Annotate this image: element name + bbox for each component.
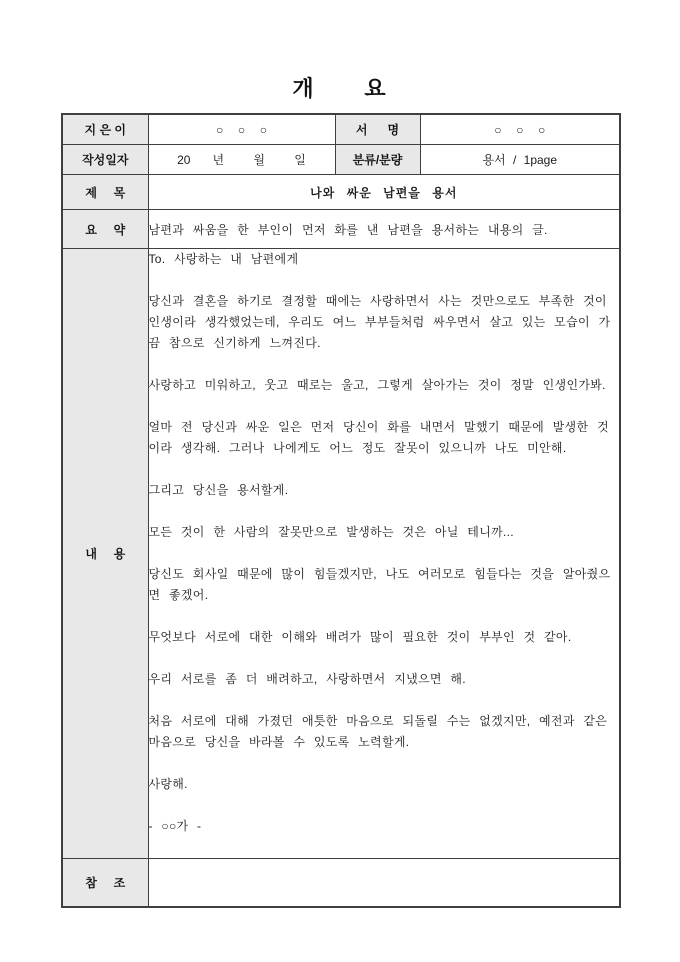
content-paragraph: 얼마 전 당신과 싸운 일은 먼저 당신이 화를 내면서 말했기 때문에 발생한 것이라 생각해. 그러나 나에게도 어느 정도 잘못이 있으니까 나도 미안해. [148,420,609,455]
title-value: 나와 싸운 남편을 용서 [148,175,620,210]
page-title: 개 요 [292,76,388,101]
content-paragraph: 우리 서로를 좀 더 배려하고, 사랑하면서 지냈으면 해. [148,672,466,686]
date-value: 20 년 월 일 [148,145,335,175]
book-name-value: ○ ○ ○ [420,114,620,145]
content-paragraph: 당신과 결혼을 하기로 결정할 때에는 사랑하면서 사는 것만으로도 부족한 것이 인생이라 생각했었는데, 우리도 여느 부부들처럼 싸우면서 살고 있는 모습이 가끔 참으로 신기하게 느껴진다. [148,294,611,350]
content-paragraph: - ○○가 - [148,819,202,833]
summary-label: 요 약 [62,210,148,249]
table-row-author [62,114,620,145]
content-paragraph: To. 사랑하는 내 남편에게 [148,252,299,266]
table-row-date [62,145,620,175]
content-label: 내 용 [62,249,148,859]
title-label: 제 목 [62,175,148,210]
class-value: 용서 / 1page [420,145,620,175]
date-label: 작성일자 [62,145,148,175]
author-value: ○ ○ ○ [148,114,335,145]
book-name-label: 서 명 [335,114,420,145]
content-paragraph: 사랑하고 미워하고, 웃고 때로는 울고, 그렇게 살아가는 것이 정말 인생인가봐. [148,378,606,392]
table-row-title [62,175,620,210]
content-paragraphs [148,249,620,859]
table-row-summary [62,210,620,249]
content-paragraph: 모든 것이 한 사람의 잘못만으로 발생하는 것은 아닐 테니까... [148,525,514,539]
content-paragraph: 그리고 당신을 용서할게. [148,483,289,497]
author-label: 지 은 이 [62,114,148,145]
overview-table [61,113,621,908]
content-paragraph: 처음 서로에 대해 가졌던 애틋한 마음으로 되돌릴 수는 없겠지만, 예전과 같은 마음으로 당신을 바라볼 수 있도록 노력할게. [148,714,608,749]
table-row-content [62,249,620,859]
table-row-reference [62,859,620,908]
class-label: 분류/분량 [335,145,420,175]
content-paragraph: 사랑해. [148,777,188,791]
content-paragraph: 무엇보다 서로에 대한 이해와 배려가 많이 필요한 것이 부부인 것 같아. [148,630,572,644]
reference-value [148,859,620,908]
content-paragraph: 당신도 회사일 때문에 많이 힘들겠지만, 나도 여러모로 힘들다는 것을 알아줬으면 좋겠어. [148,567,611,602]
summary-value: 남편과 싸움을 한 부인이 먼저 화를 낸 남편을 용서하는 내용의 글. [148,210,620,249]
reference-label: 참 조 [62,859,148,908]
